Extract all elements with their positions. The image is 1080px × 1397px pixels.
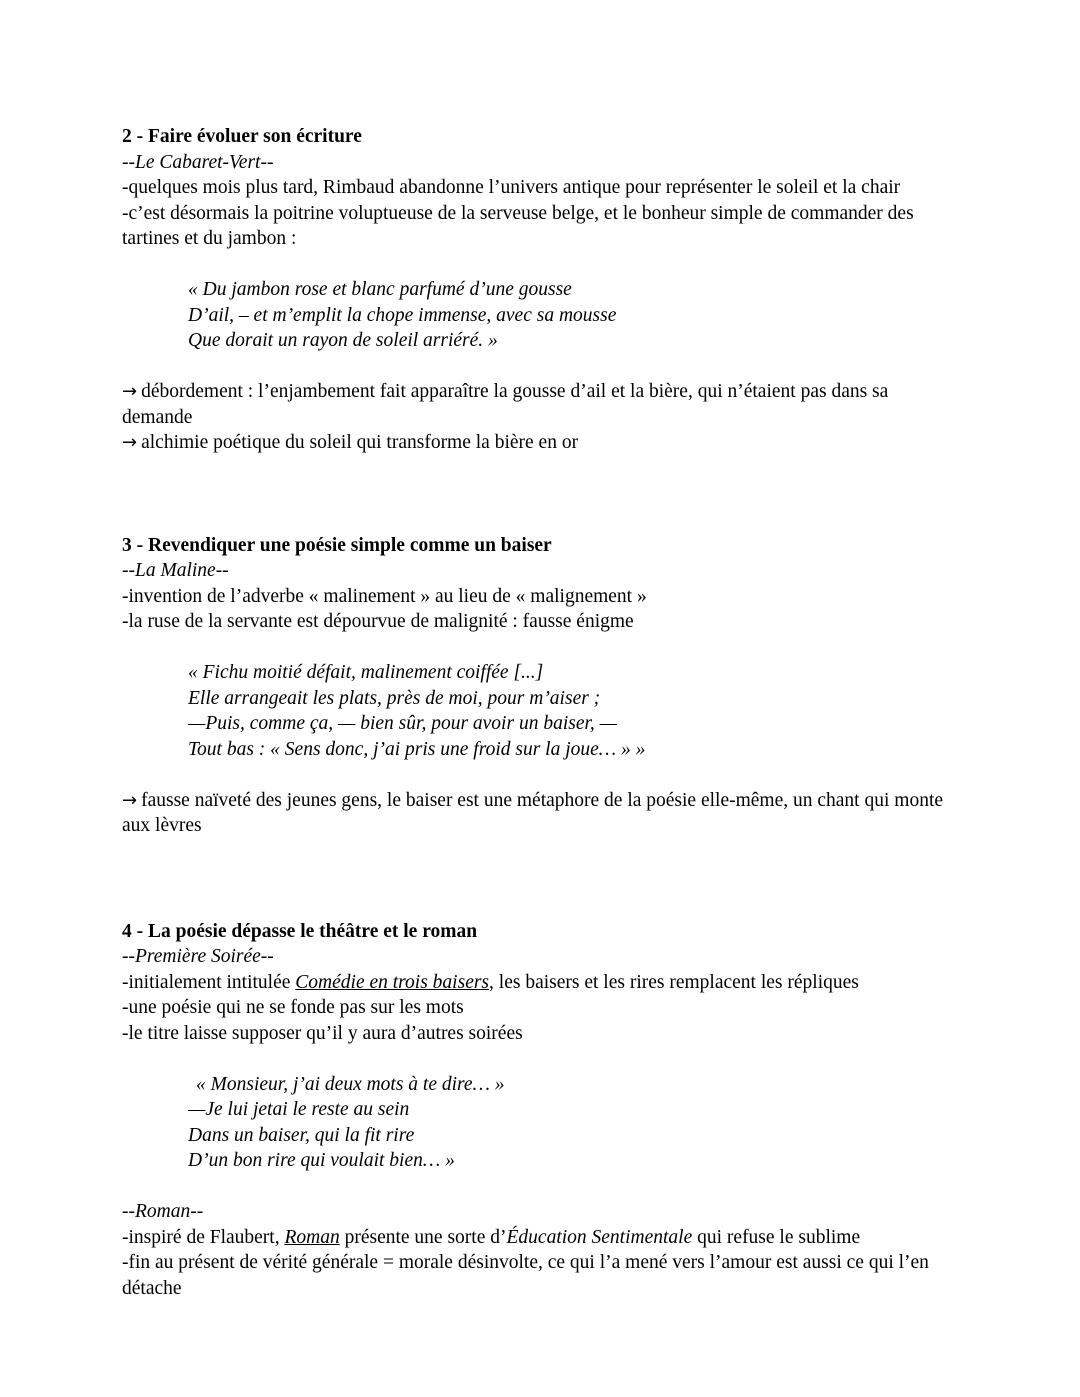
section-4-work-title: --Première Soirée-- [122, 946, 274, 967]
arrow-text: fausse naïveté des jeunes gens, le baiser est une métaphore de la poésie elle-même, un chant qui monte aux lèvres [122, 789, 944, 836]
document-body [122, 124, 960, 1301]
referenced-work-italic: Éducation Sentimentale [506, 1226, 693, 1248]
section-4-bullet-2: -une poésie qui ne se fonde pas sur les mots [122, 997, 464, 1018]
section-3-heading: 3 - Revendiquer une poésie simple comme un baiser [122, 534, 552, 556]
verse-line: « Monsieur, j’ai deux mots à te dire… » [196, 1073, 505, 1095]
arrow-text: débordement : l’enjambement fait apparaître la gousse d’ail et la bière, qui n’étaient pas dans sa demande [122, 381, 889, 428]
verse-line: Que dorait un rayon de soleil arriéré. » [188, 330, 498, 351]
referenced-work-title: Roman [284, 1226, 340, 1248]
spacer [122, 635, 960, 661]
section-4 [122, 919, 960, 1174]
roman-bullet-1 [122, 1225, 960, 1251]
section-2-work-title: --Le Cabaret-Vert-- [122, 151, 274, 173]
section-4-verse-block [122, 1072, 960, 1174]
section-2-heading: 2 - Faire évoluer son écriture [122, 126, 362, 147]
section-spacer [122, 456, 960, 533]
verse-line: Elle arrangeait les plats, près de moi, pour m’aiser ; [188, 687, 601, 709]
verse-line: —Puis, comme ça, — bien sûr, pour avoir un baiser, — [188, 713, 617, 734]
section-spacer [122, 1174, 960, 1200]
subsection-roman [122, 1199, 960, 1301]
verse-line: « Du jambon rose et blanc parfumé d’une gousse [188, 279, 572, 300]
section-2-bullet-2: -c’est désormais la poitrine voluptueuse de la serveuse belge, et le bonheur simple de commander des tartines et du jambon : [122, 202, 914, 249]
spacer [122, 1046, 960, 1072]
section-2 [122, 124, 960, 456]
spacer [122, 252, 960, 278]
section-2-arrow-1 [122, 379, 960, 430]
section-4-heading: 4 - La poésie dépasse le théâtre et le roman [122, 920, 478, 942]
verse-line: —Je lui jetai le reste au sein [188, 1099, 410, 1120]
bullet-prefix: -inspiré de Flaubert, [122, 1226, 285, 1248]
bullet-prefix: -initialement intitulée [122, 971, 296, 993]
section-4-bullet-3: -le titre laisse supposer qu’il y aura d’autres soirées [122, 1022, 523, 1044]
arrow-icon: → [122, 381, 138, 402]
section-3-bullet-1: -invention de l’adverbe « malinement » au lieu de « malignement » [122, 585, 647, 607]
section-2-verse-block [122, 277, 960, 354]
section-3-verse-block [122, 660, 960, 762]
section-3-work-title: --La Maline-- [122, 560, 229, 581]
arrow-text: alchimie poétique du soleil qui transforme la bière en or [141, 432, 579, 453]
section-spacer [122, 839, 960, 919]
spacer [122, 762, 960, 788]
arrow-icon: → [122, 789, 138, 811]
arrow-icon: → [122, 432, 138, 453]
verse-line: D’ail, – et m’emplit la chope immense, avec sa mousse [188, 304, 617, 326]
roman-bullet-2: -fin au présent de vérité générale = morale désinvolte, ce qui l’a mené vers l’amour est aussi ce qui l’en détache [122, 1252, 929, 1299]
section-3-arrow-1 [122, 788, 960, 839]
bullet-suffix: , les baisers et les rires remplacent les répliques [489, 971, 859, 993]
spacer [122, 354, 960, 380]
bullet-middle: présente une sorte d’ [339, 1226, 507, 1248]
section-4-bullet-1 [122, 970, 960, 996]
section-3 [122, 533, 960, 839]
referenced-work-title: Comédie en trois baisers [295, 971, 490, 993]
section-3-bullet-2: -la ruse de la servante est dépourvue de malignité : fausse énigme [122, 611, 634, 632]
verse-line: Tout bas : « Sens donc, j’ai pris une froid sur la joue… » » [188, 738, 646, 760]
section-2-bullet-1: -quelques mois plus tard, Rimbaud abandonne l’univers antique pour représenter le soleil et la chair [122, 177, 901, 198]
bullet-suffix: qui refuse le sublime [692, 1226, 861, 1248]
verse-line: Dans un baiser, qui la fit rire [188, 1124, 415, 1146]
verse-line: D’un bon rire qui voulait bien… » [188, 1150, 455, 1171]
section-2-arrow-2 [122, 430, 960, 456]
roman-work-title: --Roman-- [122, 1201, 204, 1222]
verse-line: « Fichu moitié défait, malinement coiffée [...] [188, 662, 544, 683]
